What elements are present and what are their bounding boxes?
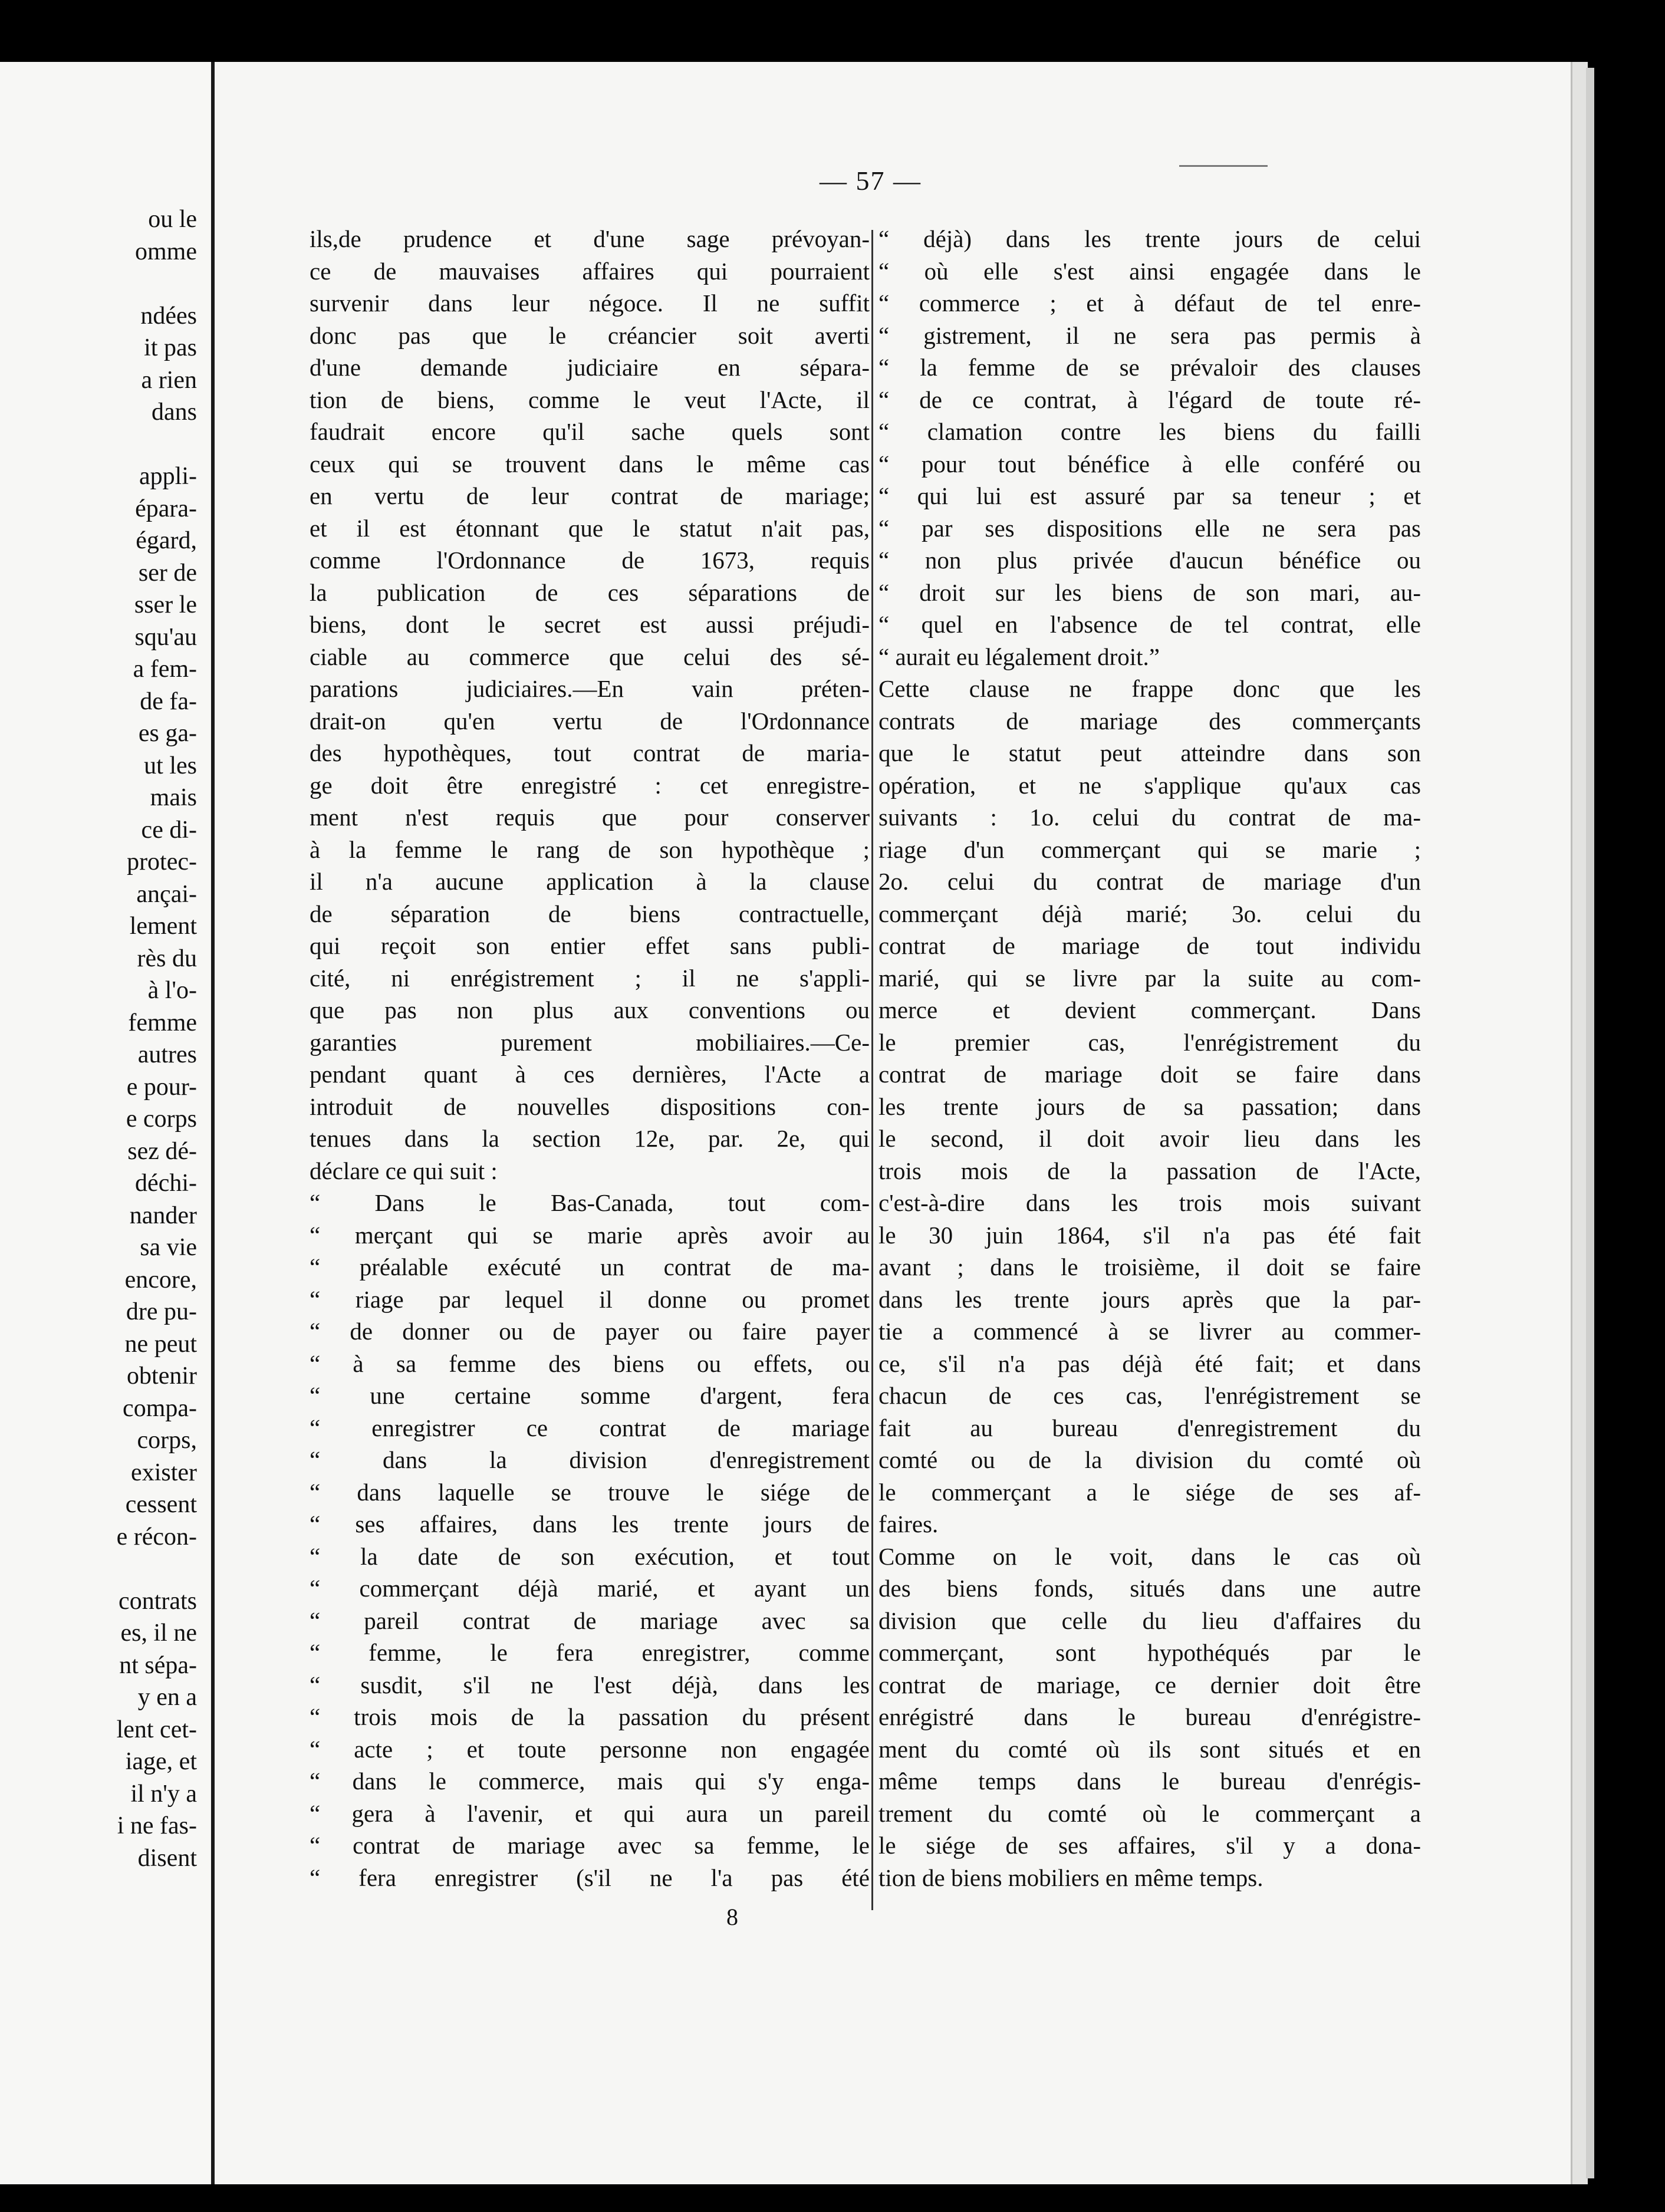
text-line: ment du comté où ils sont situés et en	[878, 1735, 1421, 1763]
fragment-line: sa vie	[140, 1234, 197, 1261]
text-line: “ la femme de se prévaloir des clauses	[878, 354, 1421, 381]
fragment-line: lent cet-	[116, 1716, 197, 1743]
text-line: biens, dont le secret est aussi préjudi-	[310, 611, 870, 638]
fragment-line: squ'au	[134, 623, 197, 651]
text-line: pendant quant à ces dernières, l'Acte a	[310, 1061, 870, 1088]
fragment-line: dre pu-	[126, 1298, 197, 1325]
fragment-line: ndées	[140, 302, 197, 330]
fragment-line: épara-	[135, 495, 197, 522]
text-line: “ non plus privée d'aucun bénéfice ou	[878, 547, 1421, 574]
text-line: des biens fonds, situés dans une autre	[878, 1575, 1421, 1602]
text-line: contrats de mariage des commerçants	[878, 707, 1421, 735]
fragment-line: e récon-	[116, 1523, 197, 1551]
fragment-line: il n'y a	[130, 1780, 197, 1808]
text-line: donc pas que le créancier soit averti	[310, 321, 870, 349]
text-line: marié, qui se livre par la suite au com-	[878, 964, 1421, 992]
text-line: “ à sa femme des biens ou effets, ou	[310, 1349, 870, 1377]
fragment-line: a rien	[141, 366, 197, 394]
fragment-line: appli-	[139, 463, 197, 490]
text-line: chacun de ces cas, l'enrégistrement se	[878, 1382, 1421, 1409]
text-line: opération, et ne s'applique qu'aux cas	[878, 771, 1421, 799]
text-line: trement du comté où le commerçant a	[878, 1799, 1421, 1827]
text-line: “ aurait eu légalement droit.”	[878, 643, 1160, 670]
text-line: “ fera enregistrer (s'il ne l'a pas été	[310, 1864, 870, 1891]
text-line: garanties purement mobiliaires.—Ce-	[310, 1028, 870, 1056]
text-line: “ une certaine somme d'argent, fera	[310, 1382, 870, 1409]
text-line: “ riage par lequel il donne ou promet	[310, 1285, 870, 1313]
fragment-line: à l'o-	[147, 977, 197, 1004]
fragment-line: ser de	[138, 559, 197, 587]
fragment-line: ut les	[144, 752, 197, 779]
text-line: contrat de mariage de tout individu	[878, 932, 1421, 959]
text-column-left	[310, 223, 870, 1894]
fragment-line: omme	[135, 238, 197, 265]
fragment-line: ce di-	[141, 816, 197, 844]
text-line: Comme on le voit, dans le cas où	[878, 1542, 1421, 1570]
text-line: introduit de nouvelles dispositions con-	[310, 1092, 870, 1120]
text-line: tenues dans la section 12e, par. 2e, qui	[310, 1125, 870, 1152]
text-line: “ de ce contrat, à l'égard de toute ré-	[878, 386, 1421, 413]
text-line: contrat de mariage, ce dernier doit être	[878, 1671, 1421, 1698]
fragment-line: y en a	[137, 1684, 197, 1711]
text-line: il n'a aucune application à la clause	[310, 868, 870, 895]
text-line: tion de biens, comme le veut l'Acte, il	[310, 386, 870, 413]
text-line: comté ou de la division du comté où	[878, 1446, 1421, 1473]
fragment-line: ne peut	[124, 1330, 197, 1358]
fragment-line: encore,	[124, 1266, 197, 1293]
text-column-right	[878, 223, 1421, 1894]
text-line: la publication de ces séparations de	[310, 578, 870, 606]
fragment-line: sez dé-	[127, 1137, 197, 1165]
text-line: le 30 juin 1864, s'il n'a pas été fait	[878, 1221, 1421, 1249]
text-line: “ commerce ; et à défaut de tel enre-	[878, 289, 1421, 317]
text-line: le second, il doit avoir lieu dans les	[878, 1125, 1421, 1152]
text-line: ceux qui se trouvent dans le même cas	[310, 450, 870, 478]
fragment-line: protec-	[127, 848, 197, 875]
text-line: “ clamation contre les biens du failli	[878, 418, 1421, 445]
fragment-line: ançai-	[136, 880, 197, 908]
text-line: drait-on qu'en vertu de l'Ordonnance	[310, 707, 870, 735]
fragment-line: es, il ne	[120, 1620, 197, 1647]
text-line: “ merçant qui se marie après avoir au	[310, 1221, 870, 1249]
text-line: “ trois mois de la passation du présent	[310, 1703, 870, 1730]
text-line: fait au bureau d'enregistrement du	[878, 1414, 1421, 1441]
text-line: à la femme le rang de son hypothèque ;	[310, 835, 870, 863]
text-line: ge doit être enregistré : cet enregistre-	[310, 771, 870, 799]
text-line: faudrait encore qu'il sache quels sont	[310, 418, 870, 445]
text-line: “ préalable exécuté un contrat de ma-	[310, 1253, 870, 1281]
fragment-line: nt sépa-	[119, 1651, 197, 1679]
fragment-line: ou le	[148, 206, 197, 233]
text-line: “ gera à l'avenir, et qui aura un pareil	[310, 1799, 870, 1827]
text-line: ce de mauvaises affaires qui pourraient	[310, 257, 870, 285]
fragment-line: déchi-	[135, 1170, 197, 1197]
text-line: “ Dans le Bas-Canada, tout com-	[310, 1189, 870, 1216]
page-edge	[1571, 62, 1588, 2184]
text-line: merce et devient commerçant. Dans	[878, 996, 1421, 1023]
text-line: déclare ce qui suit :	[310, 1157, 498, 1184]
text-line: commerçant déjà marié; 3o. celui du	[878, 900, 1421, 927]
text-line: contrat de mariage doit se faire dans	[878, 1061, 1421, 1088]
fragment-line: sser le	[134, 591, 197, 618]
fragment-line: disent	[137, 1844, 197, 1872]
text-line: que pas non plus aux conventions ou	[310, 996, 870, 1023]
text-line: “ quel en l'absence de tel contrat, elle	[878, 611, 1421, 638]
fragment-line: autres	[137, 1041, 197, 1068]
text-line: “ femme, le fera enregistrer, comme	[310, 1639, 870, 1666]
fragment-line: iage, et	[125, 1748, 197, 1775]
text-line: riage d'un commerçant qui se marie ;	[878, 835, 1421, 863]
text-line: même temps dans le bureau d'enrégis-	[878, 1767, 1421, 1795]
text-line: “ la date de son exécution, et tout	[310, 1542, 870, 1570]
text-line: le commerçant a le siége de ses af-	[878, 1478, 1421, 1506]
text-line: division que celle du lieu d'affaires du	[878, 1607, 1421, 1634]
page-number: — 57 —	[820, 166, 922, 196]
text-line: de séparation de biens contractuelle,	[310, 900, 870, 927]
text-line: “ par ses dispositions elle ne sera pas	[878, 514, 1421, 542]
text-line: “ où elle s'est ainsi engagée dans le	[878, 257, 1421, 285]
text-line: parations judiciaires.—En vain préten-	[310, 675, 870, 702]
fragment-line: it pas	[144, 334, 197, 361]
text-line: d'une demande judiciaire en sépara-	[310, 354, 870, 381]
text-line: “ contrat de mariage avec sa femme, le	[310, 1832, 870, 1859]
text-line: “ ses affaires, dans les trente jours de	[310, 1510, 870, 1538]
text-line: tion de biens mobiliers en même temps.	[878, 1864, 1263, 1891]
text-line: “ pour tout bénéfice à elle conféré ou	[878, 450, 1421, 478]
text-line: “ enregistrer ce contrat de mariage	[310, 1414, 870, 1441]
text-line: faires.	[878, 1510, 939, 1538]
fragment-line	[117, 429, 197, 461]
text-line: c'est-à-dire dans les trois mois suivant	[878, 1189, 1421, 1216]
text-line: 2o. celui du contrat de mariage d'un	[878, 868, 1421, 895]
column-divider	[871, 230, 873, 1910]
fragment-line: e corps	[126, 1105, 197, 1133]
text-line: ment n'est requis que pour conserver	[310, 804, 870, 831]
text-line: et il est étonnant que le statut n'ait pas,	[310, 514, 870, 542]
fragment-line: femme	[128, 1009, 197, 1036]
fragment-line	[117, 268, 197, 300]
fragment-line	[117, 1553, 197, 1585]
text-line: ce, s'il n'a pas déjà été fait; et dans	[878, 1349, 1421, 1377]
text-line: tie a commencé à se livrer au commer-	[878, 1318, 1421, 1345]
text-line: “ pareil contrat de mariage avec sa	[310, 1607, 870, 1634]
fragment-line: es ga-	[138, 720, 197, 747]
fragment-line: corps,	[137, 1427, 197, 1454]
text-line: trois mois de la passation de l'Acte,	[878, 1157, 1421, 1184]
text-line: suivants : 1o. celui du contrat de ma-	[878, 804, 1421, 831]
text-line: en vertu de leur contrat de mariage;	[310, 482, 870, 509]
text-line: les trente jours de sa passation; dans	[878, 1092, 1421, 1120]
fragment-line: exister	[131, 1459, 197, 1486]
text-line: qui reçoit son entier effet sans publi-	[310, 932, 870, 959]
fragment-line: lement	[129, 913, 197, 940]
text-line: enrégistré dans le bureau d'enrégistre-	[878, 1703, 1421, 1730]
text-line: “ gistrement, il ne sera pas permis à	[878, 321, 1421, 349]
fragment-line: égard,	[136, 527, 197, 554]
top-rule	[1179, 165, 1268, 167]
fragment-line: nander	[129, 1202, 197, 1229]
text-line: “ dans le commerce, mais qui s'y enga-	[310, 1767, 870, 1795]
fragment-line: i ne fas-	[117, 1812, 197, 1839]
text-line: “ dans la division d'enregistrement	[310, 1446, 870, 1473]
text-line: Cette clause ne frappe donc que les	[878, 675, 1421, 702]
fragment-line: e pour-	[126, 1073, 197, 1101]
fragment-line: obtenir	[127, 1362, 197, 1390]
fragment-line: contrats	[119, 1587, 197, 1615]
fragment-line: dans	[152, 399, 197, 426]
text-line: ciable au commerce que celui des sé-	[310, 643, 870, 670]
text-line: des hypothèques, tout contrat de maria-	[310, 739, 870, 766]
text-line: “ de donner ou de payer ou faire payer	[310, 1318, 870, 1345]
text-line: “ déjà) dans les trente jours de celui	[878, 225, 1421, 252]
text-line: que le statut peut atteindre dans son	[878, 739, 1421, 766]
fragment-line: rès du	[137, 944, 197, 972]
left-page-text	[117, 203, 197, 1874]
text-line: survenir dans leur négoce. Il ne suffit	[310, 289, 870, 317]
text-line: “ dans laquelle se trouve le siége de	[310, 1478, 870, 1506]
text-line: avant ; dans le troisième, il doit se faire	[878, 1253, 1421, 1281]
text-line: “ droit sur les biens de son mari, au-	[878, 578, 1421, 606]
text-line: le siége de ses affaires, s'il y a dona-	[878, 1832, 1421, 1859]
fragment-line: cessent	[125, 1491, 197, 1518]
text-line: dans les trente jours après que la par-	[878, 1285, 1421, 1313]
fragment-line: compa-	[123, 1394, 197, 1422]
text-line: cité, ni enrégistrement ; il ne s'appli-	[310, 964, 870, 992]
text-line: “ susdit, s'il ne l'est déjà, dans les	[310, 1671, 870, 1698]
text-line: ils,de prudence et d'une sage prévoyan-	[310, 225, 870, 252]
text-line: commerçant, sont hypothéqués par le	[878, 1639, 1421, 1666]
text-line: “ acte ; et toute personne non engagée	[310, 1735, 870, 1763]
text-line: le premier cas, l'enrégistrement du	[878, 1028, 1421, 1056]
page-edge-shadow	[1586, 68, 1594, 2178]
fragment-line: a fem-	[133, 656, 197, 683]
text-line: “ commerçant déjà marié, et ayant un	[310, 1575, 870, 1602]
text-line: “ qui lui est assuré par sa teneur ; et	[878, 482, 1421, 509]
left-page	[0, 62, 211, 2184]
signature-mark: 8	[726, 1904, 738, 1930]
fragment-line: mais	[150, 784, 197, 811]
fragment-line: de fa-	[140, 687, 197, 715]
text-line: comme l'Ordonnance de 1673, requis	[310, 547, 870, 574]
